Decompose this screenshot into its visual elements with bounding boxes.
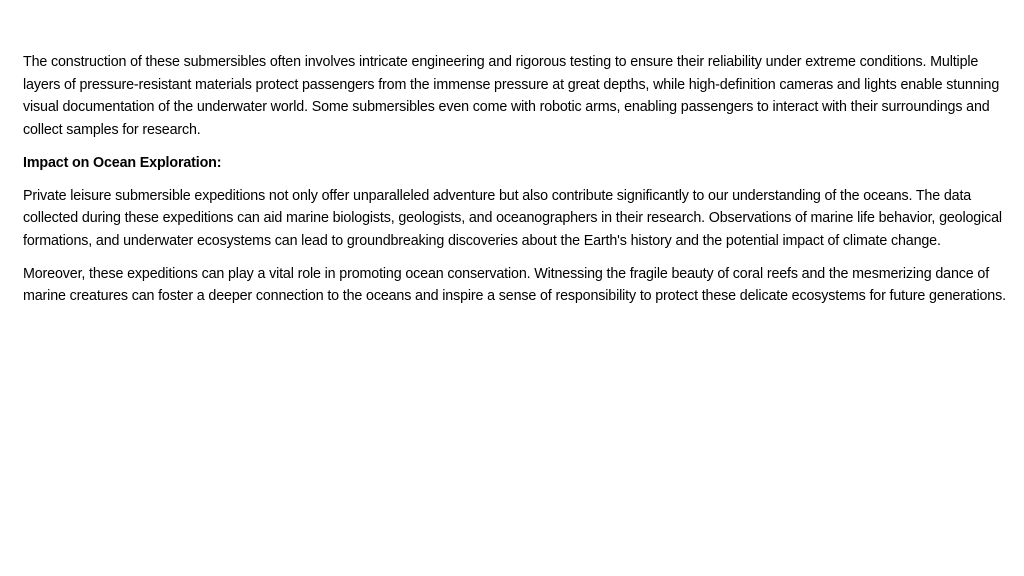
slide-content: [23, 51, 1007, 318]
paragraph-impact: Private leisure submersible expeditions not only offer unparalleled adventure but also contribute significantly to our understanding of the oceans. The data collected during these expeditions can aid marine biologists, geologists, and oceanographers in their research. Observations of marine life behavior, geological formations, and underwater ecosystems can lead to groundbreaking discoveries about the Earth's history and the potential impact of climate change.: [23, 187, 1002, 249]
paragraph-construction: The construction of these submersibles often involves intricate engineering and rigorous testing to ensure their reliability under extreme conditions. Multiple layers of pressure-resistant materials protect passengers from the immense pressure at great depths, while high-definition cameras and lights enable stunning visual documentation of the underwater world. Some submersibles even come with robotic arms, enabling passengers to interact with their surroundings and collect samples for research.: [23, 54, 1000, 138]
section-heading: Impact on Ocean Exploration:: [23, 154, 222, 171]
paragraph-conservation: Moreover, these expeditions can play a vital role in promoting ocean conservation. Witnessing the fragile beauty of coral reefs and the mesmerizing dance of marine creatures can foster a deeper connection to the oceans and inspire a sense of responsibility to protect these delicate ecosystems for future generations.: [23, 265, 1006, 304]
